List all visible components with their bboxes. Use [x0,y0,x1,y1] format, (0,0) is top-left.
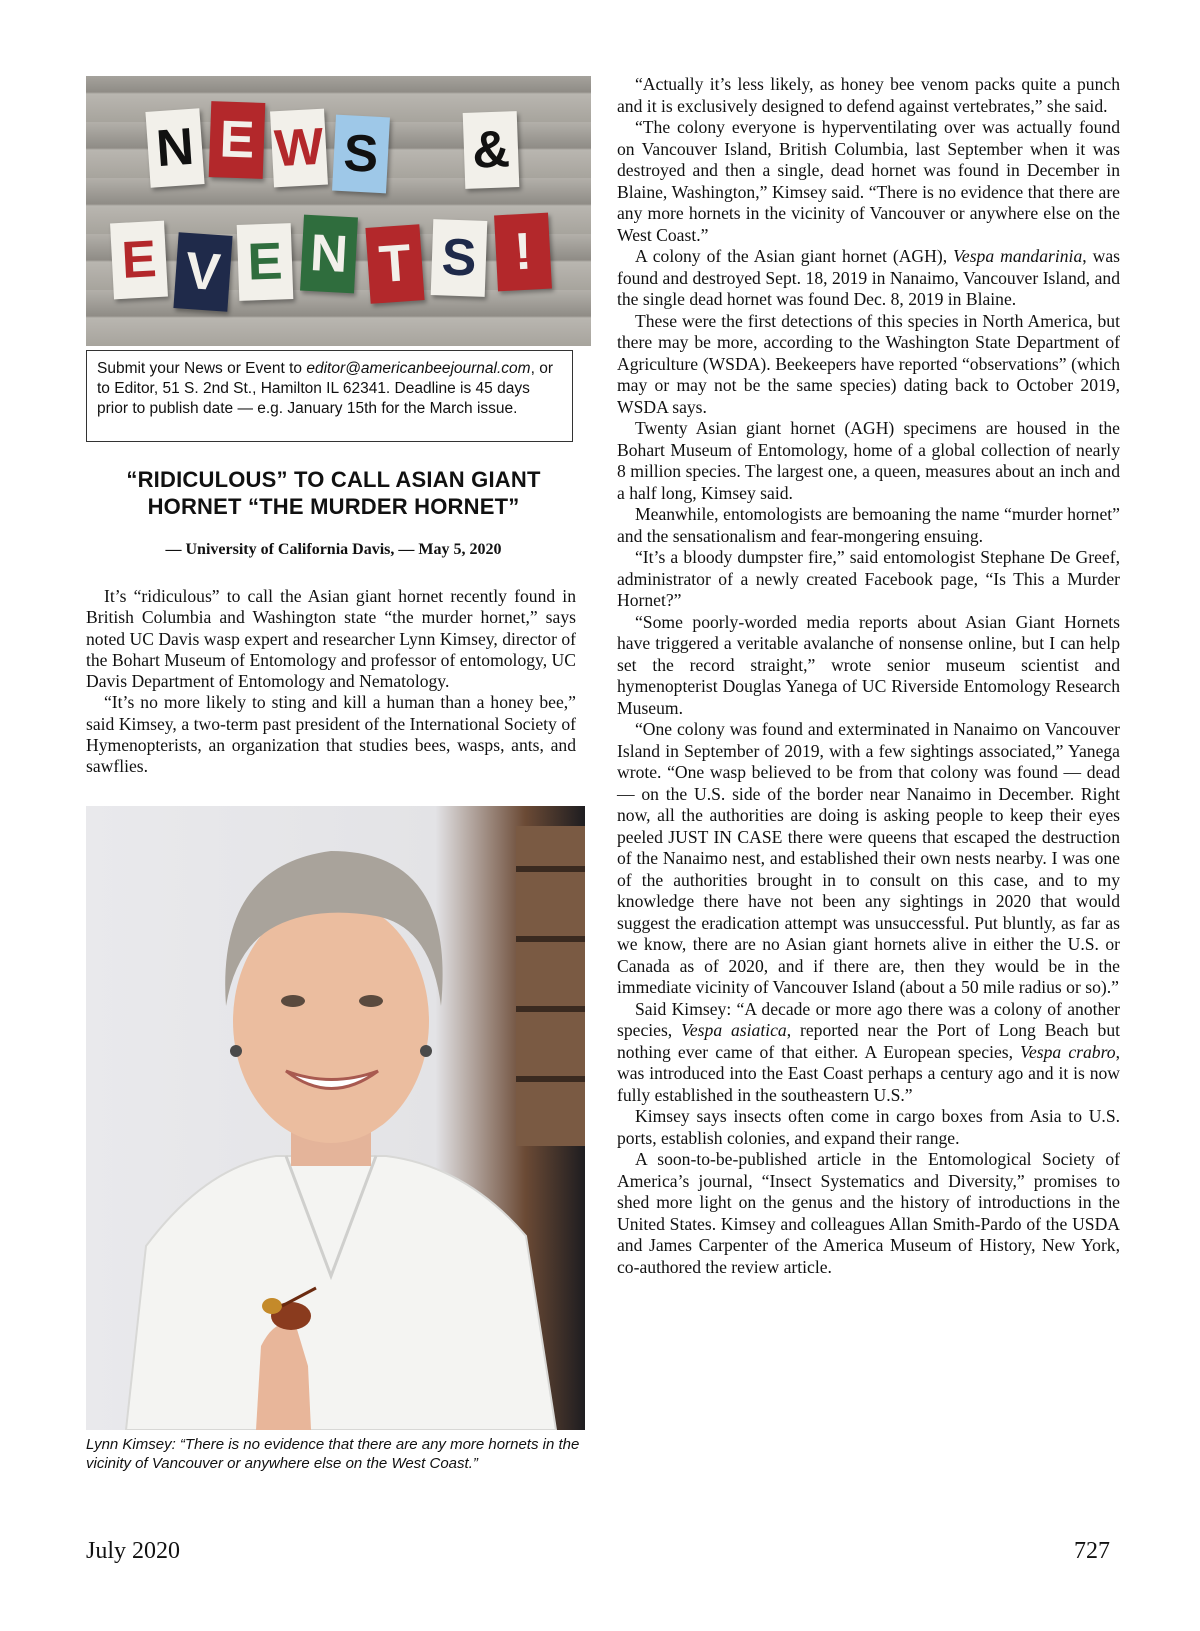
body-paragraph: “One colony was found and exterminated in Nanaimo on Vancouver Island in September of 2019, with a few sightings associated,” Yanega wrote. “One wasp believed to be from that colony was found — dead — on the U.S. side of the border near Nanaimo in December. Right now, all the authorities are doing is asking people to keep their eyes peeled JUST IN CASE there were queens that escaped the destruction of the Nanaimo nest, and established their own nests nearby. I was one of the authorities brought in to consult on this case, and to my knowledge there have not been any sightings in 2020 that would suggest the eradication attempt was unsuccessful. Put bluntly, as far as we know, there are no Asian giant hornets alive in either the U.S. or Canada as of 2020, and if there are, then they would be in the immediate vicinity of Vancouver Island (about a 50 mile radius or so).” [617,719,1120,997]
left-column [86,586,576,778]
body-paragraph: Said Kimsey: “A decade or more ago there was a colony of another species, Vespa asiatica, reported near the Port of Long Beach but nothing ever came of that either. A European species, Vespa crabro, was introduced into the East Coast perhaps a century ago and it is now fully established in the southeastern U.S.” [617,998,1121,1105]
submit-email: editor@americanbeejournal.com [306,360,531,377]
body-paragraph: It’s “ridiculous” to call the Asian giant hornet recently found in British Columbia and Washington state “the murder hornet,” says noted UC Davis wasp expert and researcher Lynn Kimsey, director of the Bohart Museum of Entomology and professor of entomology, UC Davis Department of Entomology and Nematology. [86,586,576,692]
banner-tile: & [463,111,520,189]
banner-tile: N [300,215,358,294]
page-number: 727 [1074,1538,1110,1564]
banner-tile: S [332,115,390,194]
banner-tile: V [173,232,232,312]
submit-info-box [86,350,573,442]
article-headline: “RIDICULOUS” TO CALL ASIAN GIANT HORNET “THE MURDER HORNET” [126,467,541,519]
news-events-banner [86,76,591,346]
species-name: Vespa asiatica [681,1020,787,1040]
body-paragraph: These were the first detections of this species in North America, but there may be more, according to the Washington State Department of Agriculture (WSDA). Beekeepers have reported “observations” (which may or may not be the same species) dating back to October 2019, WSDA says. [617,310,1120,417]
banner-tile: ! [494,213,552,292]
body-paragraph: A soon-to-be-published article in the Entomological Society of America’s journal, “Insect Systematics and Diversity,” promises to shed more light on the genus and the history of introductions in the United States. Kimsey and colleagues Allan Smith-Pardo of the USDA and James Carpenter of the America Museum of History, New York, co-authored the review article. [617,1149,1120,1277]
banner-tile: E [237,223,294,301]
species-name: Vespa crabro [1020,1041,1116,1062]
banner-tile: T [365,224,424,304]
body-paragraph: “It’s a bloody dumpster fire,” said entomologist Stephane De Greef, administrator of a newly created Facebook page, “Is This a Murder Hornet?” [617,547,1120,610]
footer-date: July 2020 [86,1538,181,1564]
photo-caption: Lynn Kimsey: “There is no evidence that there are any more hornets in the vicinity of Vancouver or anywhere else on the West Coast.” [86,1436,580,1472]
right-column [617,74,1120,1278]
body-paragraph: A colony of the Asian giant hornet (AGH), Vespa mandarinia, was found and destroyed Sept. 18, 2019 in Nanaimo, Vancouver Island, and the single dead hornet was found Dec. 8, 2019 in Blaine. [617,246,1120,309]
banner-tile: E [209,101,266,179]
banner-tile: N [145,108,204,188]
body-paragraph: “Actually it’s less likely, as honey bee venom packs quite a punch and it is exclusively designed to defend against vertebrates,” she said. [617,74,1120,116]
body-paragraph: “It’s no more likely to sting and kill a human than a honey bee,” said Kimsey, a two-term past president of the International Society of Hymenopterists, an organization that studies bees, wasps, ants, and sawflies. [86,692,576,777]
portrait-illustration [86,806,585,1430]
body-paragraph: “The colony everyone is hyperventilating over was actually found on Vancouver Island, British Columbia, last September when it was destroyed and then a single, dead hornet was found in December in Blaine, Washington,” Kimsey said. “There is no evidence that there are any more hornets in the vicinity of Vancouver or anywhere else on the West Coast.” [617,117,1120,245]
species-name: Vespa mandarinia [953,246,1083,266]
body-paragraph: Twenty Asian giant hornet (AGH) specimens are housed in the Bohart Museum of Entomology, home of a global collection of nearly 8 million species. The largest one, a queen, measures about an inch and a half long, Kimsey said. [617,418,1120,503]
banner-tile: E [110,221,168,300]
body-paragraph: Kimsey says insects often come in cargo boxes from Asia to U.S. ports, establish colonies, and expand their range. [617,1106,1120,1148]
body-paragraph: Meanwhile, entomologists are bemoaning the name “murder hornet” and the sensationalism and fear-mongering ensuing. [617,504,1120,546]
banner-tile: S [431,219,488,297]
article-source: — University of California Davis, — May 5, 2020 [165,541,502,558]
submit-text: Submit your News or Event to [97,360,307,377]
kimsey-photo [86,806,585,1430]
banner-tile: W [270,109,328,188]
submit-text-continued: , or to Editor, 51 S. 2nd St., Hamilton IL 62341. Deadline is 45 days prior to publish date — e.g. January 15th for the March issue. [97,360,553,417]
body-paragraph: “Some poorly-worded media reports about Asian Giant Hornets have triggered a veritable avalanche of nonsense online, but I can help set the record straight,” wrote senior museum scientist and hymenopterist Douglas Yanega of UC Riverside Entomology Research Museum. [617,611,1120,718]
